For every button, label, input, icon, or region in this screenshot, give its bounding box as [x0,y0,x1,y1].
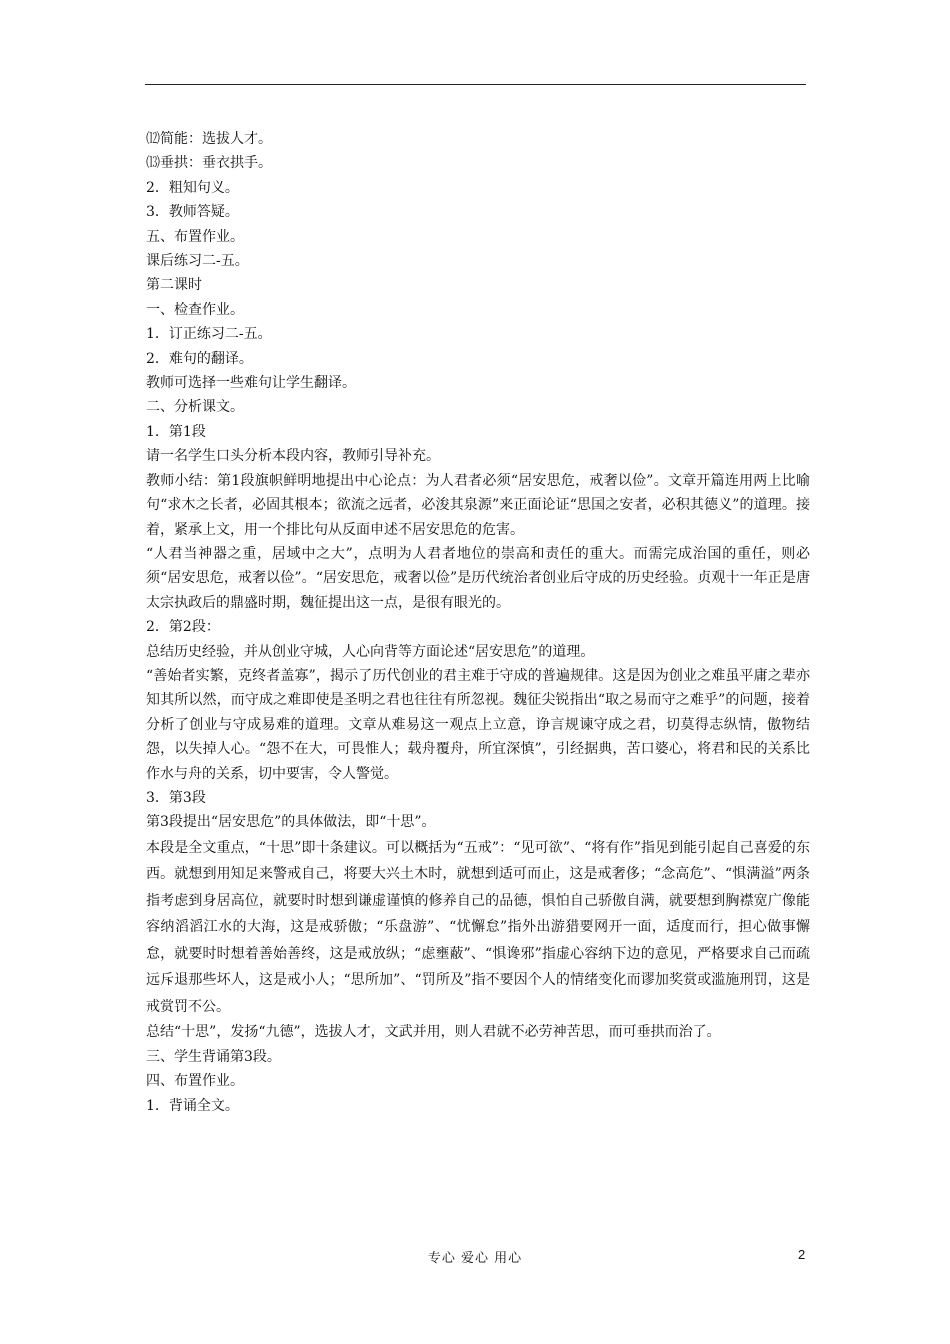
step-line: 2．难句的翻译。 [146,350,253,367]
step-line: 1．第1段 [146,423,206,440]
section-heading: 五、布置作业。 [146,228,244,245]
step-line: 2．粗知句义。 [146,179,239,196]
paragraph: “善始者实繁，克终者盖寡”，揭示了历代创业的君主难于守成的普遍规律。这是因为创业之难虽平庸之辈亦知其所以然，而守成之难即使是圣明之君也往往有所忽视。魏征尖锐指出“取之易而守之难乎”的问题，接着分析了创业与守成易难的道理。文章从难易这一观点上立意，诤言规谏守成之君，切莫得志纵情，傲物结怨，以失掉人心。“怨不在大，可畏惟人；载舟覆舟，所宜深慎”，引经据典，苦口婆心，将君和民的关系比作水与舟的关系，切中要害，令人警觉。 [146,667,810,782]
lesson-heading: 第二课时 [146,277,202,294]
section-heading: 一、检查作业。 [146,301,244,318]
section-heading: 三、学生背诵第3段。 [146,1048,281,1065]
step-line: 3．教师答疑。 [146,204,239,221]
page-number: 2 [798,1247,806,1262]
page-footer [0,1247,950,1267]
document-body [146,127,810,1118]
step-line: 3．第3段 [146,789,206,806]
step-line: 1．背诵全文。 [146,1097,239,1114]
paragraph: 总结“十思”，发扬“九德”，选拔人才，文武并用，则人君就不必劳神苦思，而可垂拱而治了。 [146,1024,721,1041]
header-rule [145,84,806,85]
step-line: 1．订正练习二-五。 [146,326,272,343]
note-line: ⑿简能：选拔人才。 [146,131,272,147]
paragraph: “人君当神器之重，居域中之大”，点明为人君者地位的崇高和责任的重大。而需完成治国的重任，则必须“居安思危，戒奢以俭”。“居安思危，戒奢以俭”是历代统治者创业后守成的历史经验。贞观十一年正是唐太宗执政后的鼎盛时期，魏征提出这一点，是很有眼光的。 [146,545,810,611]
paragraph: 本段是全文重点，“十思”即十条建议。可以概括为“五戒”：“见可欲”、“将有作”指见到能引起自己喜爱的东西。就想到用知足来警戒自己，将要大兴土木时，就想到适可而止，这是戒奢侈；“念高危”、“惧满溢”两条指考虑到身居高位，就要时时想到谦虚谨慎的修养自己的品德，惧怕自己骄傲自满，就要想到胸襟宽广像能容纳滔滔江水的大海，这是戒骄傲；“乐盘游”、“忧懈怠”指外出游猎要网开一面，适度而行，担心做事懈怠，就要时时想着善始善终，这是戒放纵；“虑壅蔽”、“惧谗邪”指虚心容纳下边的意见，严格要求自己而疏远斥退那些坏人，这是戒小人；“思所加”、“罚所及”指不要因个人的情绪变化而谬加奖赏或滥施刑罚，这是戒赏罚不公。 [146,839,810,1015]
footer-text: 专心 爱心 用心 [427,1251,523,1266]
summary-paragraph: 教师小结：第1段旗帜鲜明地提出中心论点：为人君者必须“居安思危，戒奢以俭”。文章开篇连用两上比喻句“求木之长者，必固其根本；欲流之远者，必浚其泉源”来正面论证“思国之安者，必积其德义”的道理。接着，紧承上文，用一个排比句从反面申述不居安思危的危害。 [146,472,810,538]
text-line: 总结历史经验，并从创业守城，人心向背等方面论述“居安思危”的道理。 [146,643,595,660]
step-line: 2．第2段： [146,619,220,636]
text-line: 课后练习二-五。 [146,253,249,270]
text-line: 请一名学生口头分析本段内容，教师引导补充。 [146,448,440,465]
section-heading: 四、布置作业。 [146,1073,244,1090]
text-line: 教师可选择一些难句让学生翻译。 [146,375,356,392]
text-line: 第3段提出“居安思危”的具体做法，即“十思”。 [146,814,436,831]
section-heading: 二、分析课文。 [146,399,244,416]
note-line: ⒀垂拱：垂衣拱手。 [146,155,272,172]
